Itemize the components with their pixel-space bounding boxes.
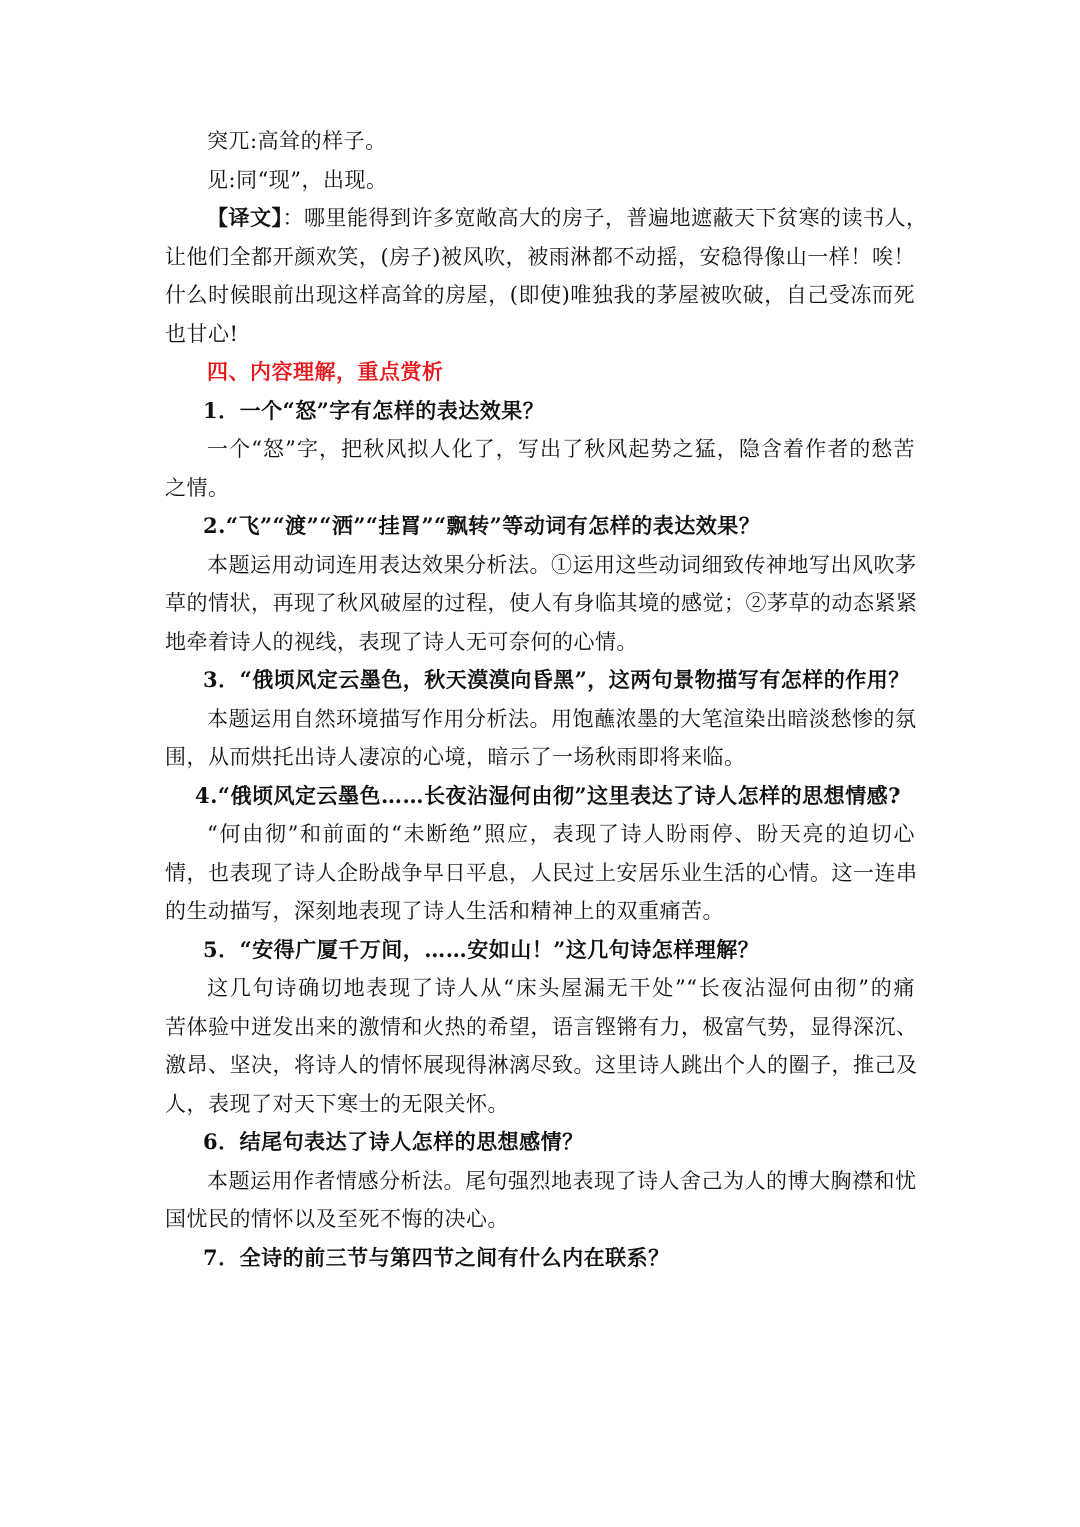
section-heading: 四、内容理解，重点赏析 [207,359,444,384]
document-page [165,122,928,1277]
answer-line: “何由彻”和前面的“未断绝”照应，表现了诗人盼雨停、盼天亮的迫切心 [207,822,915,846]
question: 3．“俄顷风定云墨色，秋天漠漠向昏黑”，这两句景物描写有怎样的作用？ [203,667,910,692]
translation-line: 让他们全都开颜欢笑，(房子)被风吹，被雨淋都不动摇，安稳得像山一样！唉！ [165,244,915,269]
answer-line: 的生动描写，深刻地表现了诗人生活和精神上的双重痛苦。 [165,899,724,923]
answer-line: 本题运用作者情感分析法。尾句强烈地表现了诗人舍己为人的博大胸襟和忧 [207,1168,917,1193]
answer-line: 地牵着诗人的视线，表现了诗人无可奈何的心情。 [165,629,638,654]
answer-line: 本题运用动词连用表达效果分析法。①运用这些动词细致传神地写出风吹茅 [207,552,917,577]
answer-line: 苦体验中迸发出来的激情和火热的希望，语言铿锵有力，极富气势，显得深沉、 [165,1014,918,1039]
translation-text: 哪里能得到许多宽敞高大的房子，普遍地遮蔽天下贫寒的读书人， [304,206,928,230]
translation-line [165,199,928,238]
question: 5．“安得广厦千万间，……安如山！”这几句诗怎样理解？ [203,936,760,962]
question: 6．结尾句表达了诗人怎样的思想感情？ [203,1129,584,1154]
question: 7．全诗的前三节与第四节之间有什么内在联系？ [203,1244,670,1270]
answer-line: 国忧民的情怀以及至死不悔的决心。 [165,1207,509,1231]
gloss-line: 突兀:高耸的样子。 [207,129,387,153]
answer-line: 草的情状，再现了秋风破屋的过程，使人有身临其境的感觉；②茅草的动态紧紧 [165,591,918,615]
answer-line: 情，也表现了诗人企盼战争早日平息，人民过上安居乐业生活的心情。这一连串 [165,860,918,885]
question: 4.“俄顷风定云墨色……长夜沾湿何由彻”这里表达了诗人怎样的思想情感? [195,782,901,808]
translation-line: 什么时候眼前出现这样高耸的房屋，(即使)唯独我的茅屋被吹破，自己受冻而死 [165,283,915,307]
question: 1．一个“怒”字有怎样的表达效果？ [203,397,545,423]
answer-line: 之情。 [165,475,230,500]
answer-line: 人，表现了对天下寒士的无限关怀。 [165,1091,509,1116]
question: 2.“飞”“渡”“洒”“挂罥”“飘转”等动词有怎样的表达效果？ [203,513,761,538]
translation-sep: ： [282,206,304,230]
answer-line: 一个“怒”字，把秋风拟人化了，写出了秋风起势之猛，隐含着作者的愁苦 [207,437,915,461]
answer-line: 本题运用自然环境描写作用分析法。用饱蘸浓墨的大笔渲染出暗淡愁惨的氛 [207,706,917,731]
answer-line: 激昂、坚决，将诗人的情怀展现得淋漓尽致。这里诗人跳出个人的圈子，推己及 [165,1053,918,1077]
answer-line: 这几句诗确切地表现了诗人从“床头屋漏无干处”“长夜沾湿何由彻”的痛 [207,976,915,1000]
answer-line: 围，从而烘托出诗人凄凉的心境，暗示了一场秋雨即将来临。 [165,745,746,769]
translation-line: 也甘心! [165,321,239,346]
gloss-line: 见:同“现”，出现。 [207,167,388,192]
translation-label: 【译文】 [207,205,283,230]
